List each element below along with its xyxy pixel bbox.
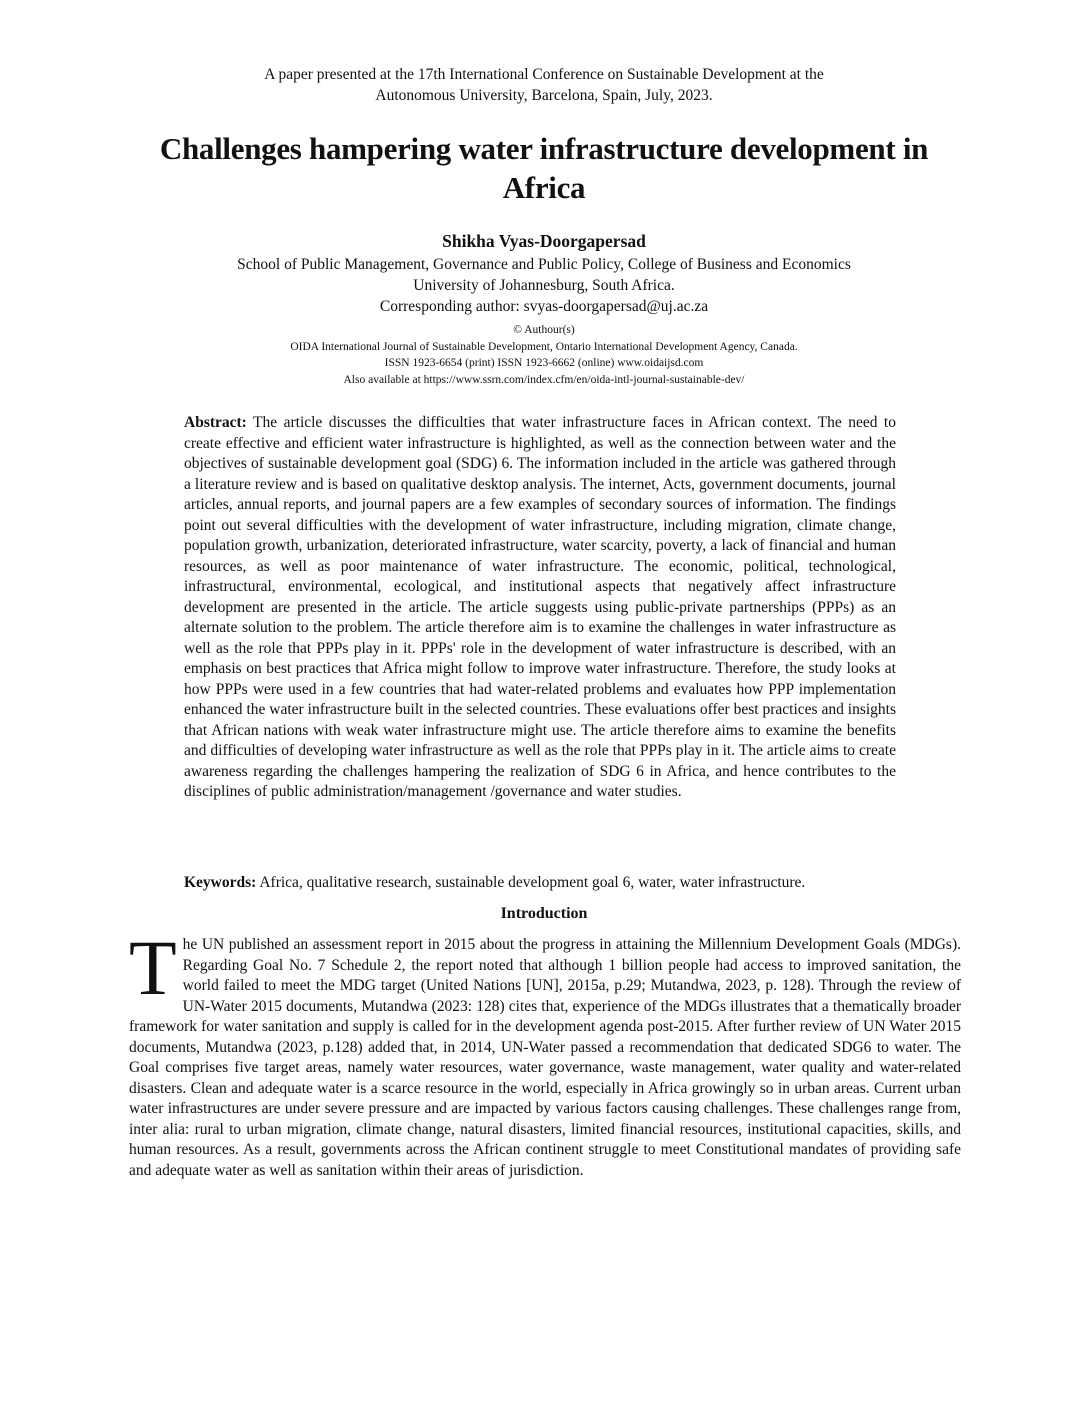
drop-cap: T [129, 924, 177, 1011]
author-block [100, 229, 988, 317]
keywords [184, 873, 896, 894]
journal-name: OIDA International Journal of Sustainable Development, Ontario International Development Agency, Canada. [290, 340, 798, 353]
introduction-text: he UN published an assessment report in 2015 about the progress in attaining the Millennium Development Goals (MDGs). Regarding Goal No. 7 Schedule 2, the report noted that although 1 billion people had access to improved sanitation, the world failed to meet the MDG target (United Nations [UN], 2015a, p.29; Mutandwa, 2023, p. 128). Through the review of UN-Water 2015 documents, Mutandwa (2023: 128) cites that, experience of the MDGs illustrates that a thematically broader framework for water sanitation and supply is called for in the development agenda post-2015. After further review of UN Water 2015 documents, Mutandwa (2023, p.128) added that, in 2014, UN-Water passed a recommendation that dedicated SDG6 to water. The Goal comprises five target areas, namely water resources, water governance, waste management, water quality and water-related disasters. Clean and adequate water is a scarce resource in the world, especially in Africa growingly so in urban areas. Current urban water infrastructures are under severe pressure and are impacted by various factors causing challenges. These challenges range from, inter alia: rural to urban migration, climate change, natural disasters, limited financial resources, institutional capacities, skills, and human resources. As a result, governments across the African continent struggle to meet Constitutional mandates of providing safe and adequate water as well as sanitation within their areas of jurisdiction. [129, 936, 961, 1179]
abstract-label: Abstract: [184, 414, 247, 431]
conference-note-line-1: A paper presented at the 17th International Conference on Sustainable Development at the [264, 66, 824, 83]
abstract [184, 413, 896, 803]
paper-title [100, 129, 988, 207]
author-name: Shikha Vyas-Doorgapersad [442, 231, 646, 251]
ssrn-availability: Also available at https://www.ssrn.com/index.cfm/en/oida-intl-journal-sustainable-dev/ [343, 373, 745, 386]
issn-line: ISSN 1923-6654 (print) ISSN 1923-6662 (online) www.oidaijsd.com [384, 357, 704, 369]
introduction-heading: Introduction [500, 905, 588, 922]
paper-title-line-2: Africa [502, 170, 586, 205]
copyright-notice: © Authour(s) [513, 324, 575, 336]
publication-info [100, 322, 988, 388]
keywords-text: Africa, qualitative research, sustainable development goal 6, water, water infrastructure. [256, 874, 806, 891]
conference-note-line-2: Autonomous University, Barcelona, Spain, July, 2023. [375, 87, 713, 104]
keywords-label: Keywords: [184, 874, 257, 891]
author-affiliation-university: University of Johannesburg, South Africa. [413, 277, 675, 294]
corresponding-author: Corresponding author: svyas-doorgapersad@uj.ac.za [379, 298, 709, 315]
conference-note [120, 64, 968, 106]
introduction-paragraph [129, 924, 961, 1181]
paper-title-line-1: Challenges hampering water infrastructure development in [159, 131, 929, 166]
author-affiliation-school: School of Public Management, Governance and Public Policy, College of Business and Economics [237, 256, 851, 273]
abstract-text: The article discusses the difficulties that water infrastructure faces in African context. The need to create effective and efficient water infrastructure is highlighted, as well as the connection between water and the objectives of sustainable development goal (SDG) 6. The information included in the article was gathered through a literature review and is based on qualitative desktop analysis. The internet, Acts, government documents, journal articles, annual reports, and journal papers are a few examples of secondary sources of information. The findings point out several difficulties with the development of water infrastructure, including migration, climate change, population growth, urbanization, deteriorated infrastructure, water scarcity, poverty, a lack of financial and human resources, as well as poor maintenance of water infrastructure. The economic, political, technological, infrastructural, environmental, ecological, and institutional aspects that negatively affect infrastructure development are presented in the article. The article suggests using public-private partnerships (PPPs) as an alternate solution to the problem. The article therefore aim is to examine the challenges in water infrastructure as well as the role that PPPs play in it. PPPs' role in the development of water infrastructure is described, with an emphasis on best practices that Africa might follow to improve water infrastructure. Therefore, the study looks at how PPPs were used in a few countries that had water-related problems and evaluates how PPP implementation enhanced the water infrastructure built in the selected countries. These evaluations offer best practices and insights that African nations with weak water infrastructure might use. The article therefore aims to examine the benefits and difficulties of developing water infrastructure as well as the role that PPPs play in it. The article aims to create awareness regarding the challenges hampering the realization of SDG 6 in Africa, and hence contributes to the disciplines of public administration/management /governance and water studies. [184, 414, 896, 800]
